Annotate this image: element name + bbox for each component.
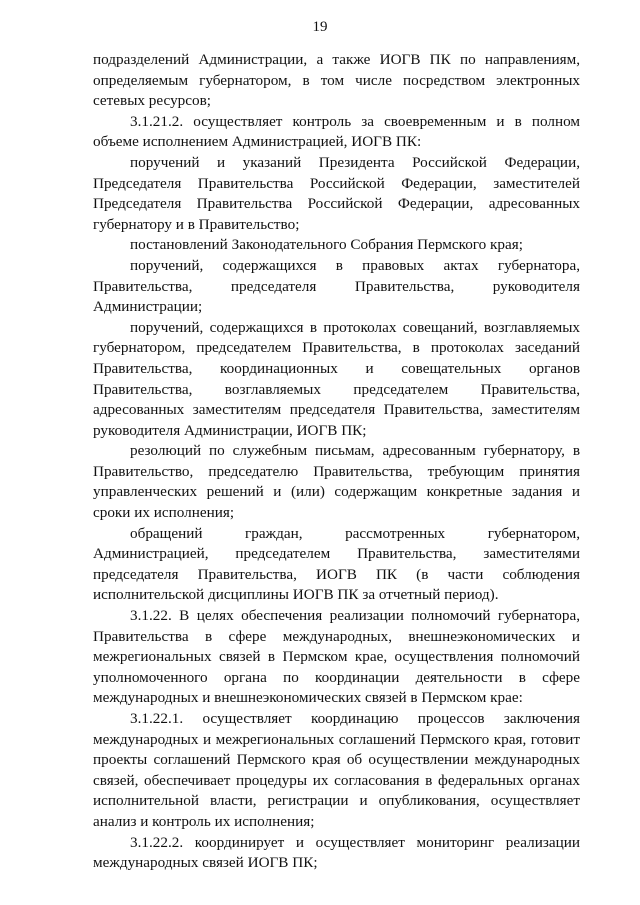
document-body	[93, 50, 580, 874]
list-item-legislative-resolutions: постановлений Законодательного Собрания Пермского края;	[130, 236, 523, 254]
paragraph-3-1-22: 3.1.22. В целях обеспечения реализации полномочий губернатора, Правительства в сфере международных, внешнеэкономических и межрегиональных связей в Пермском крае, осуществления полномочий уполномоченного органа по координации деятельности в сфере международных и внешнеэкономических связей в Пермском крае:	[93, 607, 580, 707]
paragraph-continuation: подразделений Администрации, а также ИОГВ ПК по направлениям, определяемым губернатором, в том числе посредством электронных сетевых ресурсов;	[93, 51, 580, 110]
list-item-meeting-protocols: поручений, содержащихся в протоколах совещаний, возглавляемых губернатором, председателем Правительства, в протоколах заседаний Правительства, координационных и совещательных органов Правительства, возглавляемых председателем Правительства, адресованных заместителям председателя Правительства, заместителям руководителя Администрации, ИОГВ ПК;	[93, 318, 580, 439]
paragraph-3-1-22-1: 3.1.22.1. осуществляет координацию процессов заключения международных и межрегиональных соглашений Пермского края, готовит проекты соглашений Пермского края об осуществлении международных связей, обеспечивает процедуры их согласования в федеральных органах исполнительной власти, регистрации и опубликования, осуществляет анализ и контроль их исполнения;	[93, 710, 580, 830]
list-item-citizen-appeals: обращений граждан, рассмотренных губернатором, Администрацией, председателем Правительства, заместителями председателя Правительства, ИОГВ ПК (в части соблюдения исполнительской дисциплины ИОГВ ПК за отчетный период).	[93, 524, 580, 604]
page-number: 19	[312, 19, 328, 35]
paragraph-3-1-21-2: 3.1.21.2. осуществляет контроль за своевременным и в полном объеме исполнением Администрацией, ИОГВ ПК:	[93, 112, 580, 151]
list-item-legal-acts-orders: поручений, содержащихся в правовых актах губернатора, Правительства, председателя Правительства, руководителя Администрации;	[93, 256, 580, 316]
paragraph-3-1-22-2: 3.1.22.2. координирует и осуществляет мониторинг реализации международных связей ИОГВ ПК;	[93, 833, 580, 872]
list-item-president-orders: поручений и указаний Президента Российской Федерации, Председателя Правительства Российской Федерации, заместителей Председателя Правительства Российской Федерации, адресованных губернатору и в Правительство;	[93, 153, 580, 233]
list-item-letter-resolutions: резолюций по служебным письмам, адресованным губернатору, в Правительство, председателю Правительства, требующим принятия управленческих решений и (или) содержащим конкретные задания и сроки их исполнения;	[93, 442, 580, 522]
